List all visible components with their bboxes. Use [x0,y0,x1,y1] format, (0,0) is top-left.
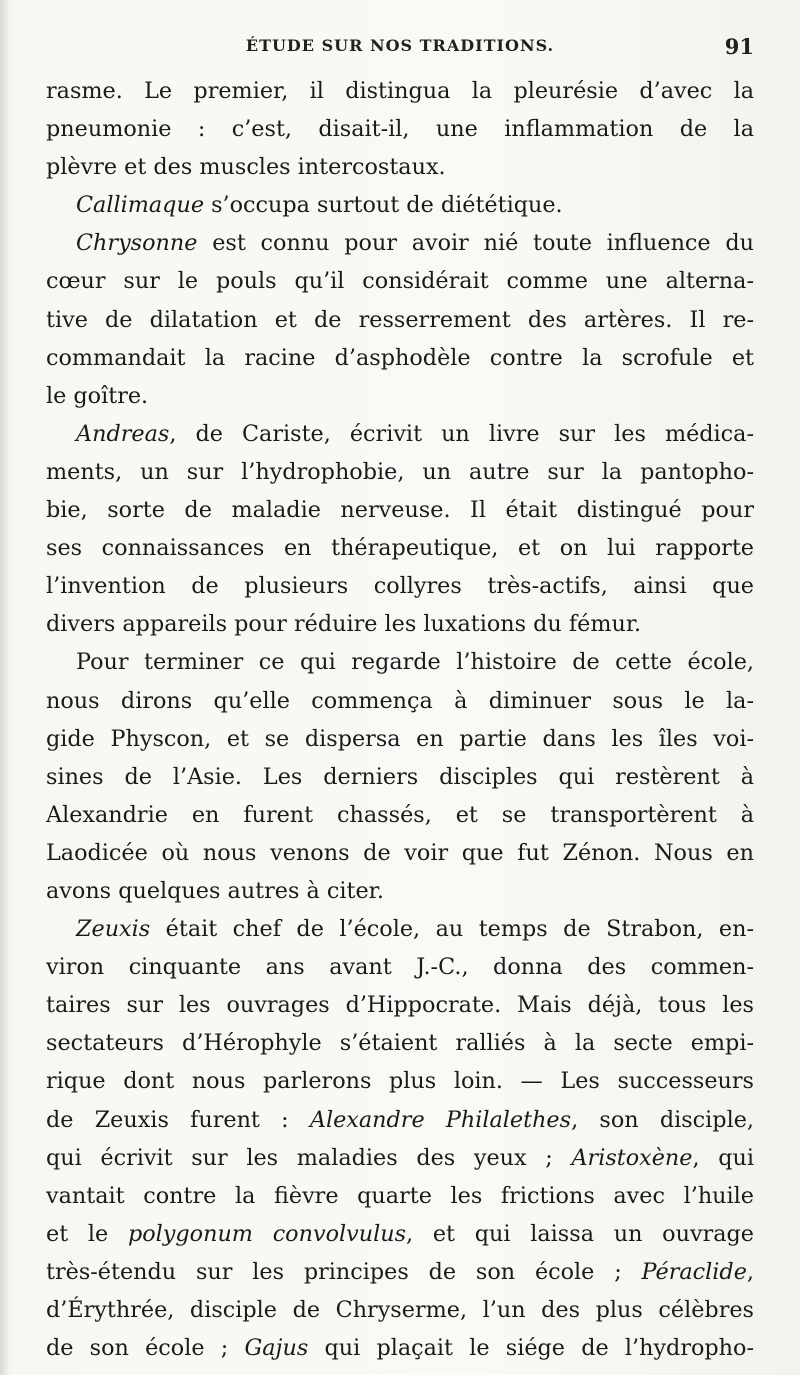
text-segment: qui écrivit sur les maladies des yeux ; [46,1144,572,1171]
text-line [46,491,754,529]
text-line [46,1329,754,1367]
italic-name: Callimaque [76,192,205,219]
text-line [46,72,754,110]
text-line [46,1177,754,1215]
text-segment: bie, sorte de maladie nerveuse. Il était distingué pour [46,497,754,524]
text-segment: de son école ; [46,1335,245,1362]
text-segment: l’invention de plusieurs collyres très-actifs, ainsi que [46,573,754,600]
text-segment: divers appareils pour réduire les luxations du fémur. [46,611,642,638]
text-segment: , qui [692,1144,754,1171]
text-segment: d’Érythrée, disciple de Chryserme, l’un des plus célèbres [46,1297,754,1323]
italic-name: Andreas [76,420,170,447]
text-line [46,1139,754,1177]
text-segment: qui plaçait le siége de l’hydropho- [308,1335,754,1362]
text-segment: rasme. Le premier, il distingua la pleurésie d’avec la [46,78,754,104]
text-segment: était chef de l’école, au temps de Strabon, en- [150,916,754,943]
text-line [46,339,754,377]
text-line [46,148,754,186]
text-line [46,758,754,796]
text-segment: pneumonie : c’est, disait-il, une inflammation de la [46,116,754,143]
text-segment: sines de l’Asie. Les derniers disciples qui restèrent à [46,763,754,790]
text-segment: avons quelques autres à citer. [46,877,384,904]
text-segment: rique dont nous parlerons plus loin. — Les successeurs [46,1068,754,1095]
text-segment: tive de dilatation et de resserrement des artères. Il re- [46,306,754,333]
text-segment: , [746,1258,754,1285]
text-line [46,910,754,948]
text-segment: commandait la racine d’asphodèle contre la scrofule et [46,344,754,371]
italic-name: Aristoxène [571,1144,693,1171]
page-number: 91 [724,34,754,59]
text-line [46,567,754,605]
text-segment: est connu pour avoir nié toute influence du [197,230,754,257]
text-line [46,301,754,339]
text-segment: de Zeuxis furent : [46,1106,310,1133]
text-line [46,1253,754,1291]
text-segment: ments, un sur l’hydrophobie, un autre sur la pantopho- [46,458,754,485]
italic-name: Gajus [244,1335,309,1362]
text-line [46,529,754,567]
italic-name: Zeuxis [76,916,151,943]
text-segment: cœur sur le pouls qu’il considérait comme une alterna- [46,268,754,295]
text-segment: très-étendu sur les principes de son école ; [46,1258,642,1285]
text-segment: taires sur les ouvrages d’Hippocrate. Mais déjà, tous les [46,992,754,1019]
body-text [46,72,754,1367]
text-segment: ses connaissances en thérapeutique, et on lui rapporte [46,535,754,562]
italic-name: Alexandre Philalethes [309,1106,572,1133]
text-segment: nous dirons qu’elle commença à diminuer sous le la- [46,687,754,714]
italic-name: polygonum convolvulus [127,1220,407,1247]
page-edge-shadow [0,0,8,1375]
text-line [46,834,754,872]
text-line [46,415,754,453]
text-line [46,948,754,986]
text-line [46,1024,754,1062]
text-line [46,1062,754,1100]
text-line [46,453,754,491]
text-line [46,720,754,758]
text-segment: , et qui laissa un ouvrage [406,1220,754,1247]
text-segment: vantait contre la fièvre quarte les frictions avec l’huile [46,1182,754,1209]
text-segment: Pour terminer ce qui regarde l’histoire de cette école, [76,649,754,676]
text-segment: Laodicée où nous venons de voir que fut Zénon. Nous en [46,839,754,866]
text-line [46,224,754,262]
text-line [46,262,754,300]
text-line [46,377,754,415]
italic-name: Chrysonne [76,230,198,257]
text-line [46,1291,754,1329]
text-line [46,1101,754,1139]
text-segment: , son disciple, [571,1106,754,1133]
text-line [46,605,754,643]
text-line [46,986,754,1024]
text-line [46,682,754,720]
text-line [46,643,754,681]
italic-name: Péraclide [641,1258,747,1285]
text-line [46,1215,754,1253]
text-segment: , de Cariste, écrivit un livre sur les médica- [169,420,754,447]
text-line [46,872,754,910]
running-title: ÉTUDE SUR NOS TRADITIONS. [245,36,555,55]
text-line [46,110,754,148]
text-segment: et le [46,1220,128,1247]
text-segment: viron cinquante ans avant J.-C., donna des commen- [46,954,754,981]
text-segment: plèvre et des muscles intercostaux. [46,154,446,181]
text-segment: gide Physcon, et se dispersa en partie dans les îles voi- [46,725,754,752]
text-segment: Alexandrie en furent chassés, et se transportèrent à [46,801,754,828]
text-line [46,796,754,834]
text-segment: le goître. [46,382,149,409]
text-segment: s’occupa surtout de diététique. [204,192,563,219]
text-segment: sectateurs d’Hérophyle s’étaient ralliés à la secte empi- [46,1030,754,1057]
text-line [46,186,754,224]
running-head [46,36,754,60]
